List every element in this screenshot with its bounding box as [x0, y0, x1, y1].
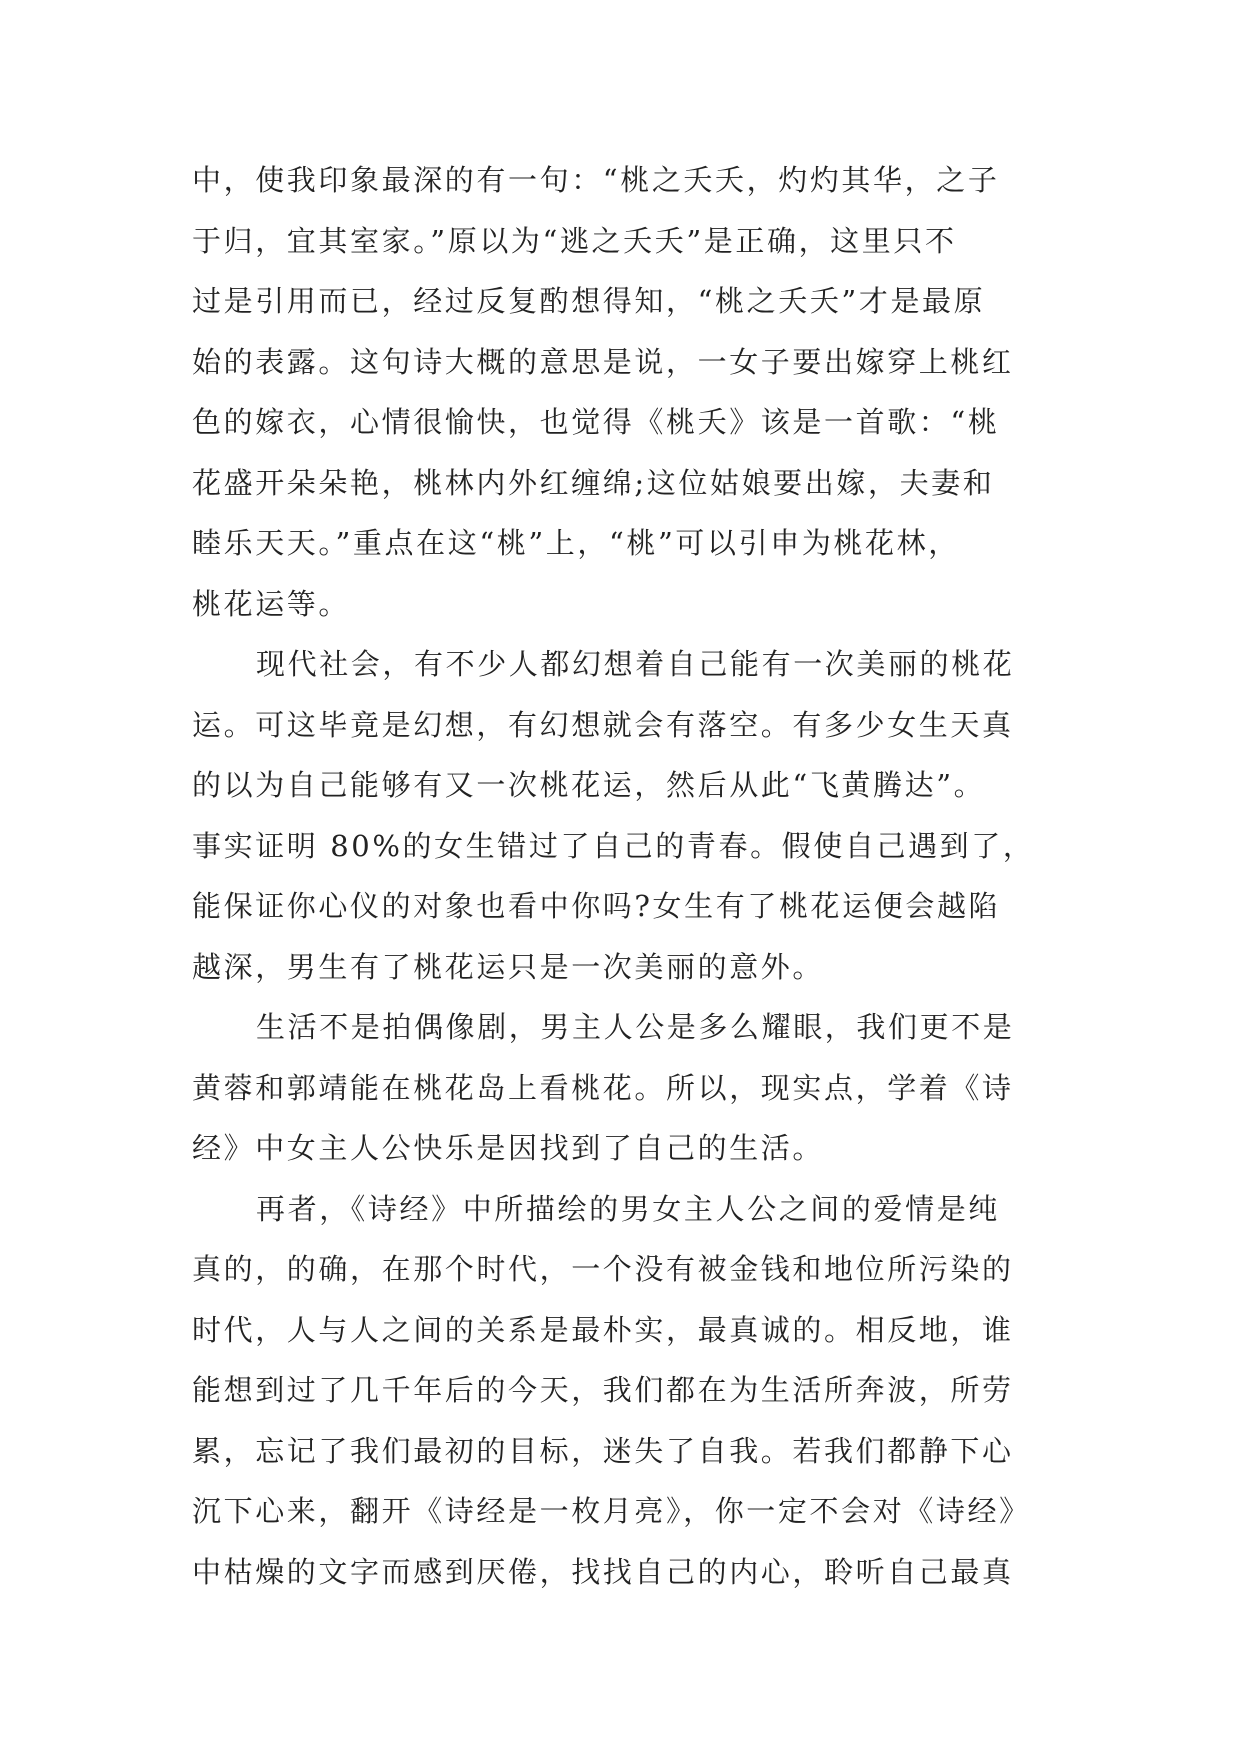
- text-line: 累，忘记了我们最初的目标，迷失了自我。若我们都静下心: [192, 1433, 1014, 1468]
- text-line: 沉下心来，翻开《诗经是一枚月亮》，你一定不会对《诗经》: [192, 1494, 1031, 1528]
- text-line: 生活不是拍偶像剧，男主人公是多么耀眼，我们更不是: [256, 1010, 1015, 1044]
- text-line: 于归，宜其室家。”原以为“逃之夭夭”是正确，这里只不: [192, 223, 957, 258]
- text-line: 桃花运等。: [192, 586, 351, 621]
- text-line: 事实证明 80%的女生错过了自己的青春。假使自己遇到了，: [192, 828, 1035, 863]
- text-line: 色的嫁衣，心情很愉快，也觉得《桃夭》该是一首歌：“桃: [192, 405, 1000, 439]
- text-line: 现代社会，有不少人都幻想着自己能有一次美丽的桃花: [256, 647, 1015, 681]
- text-line: 黄蓉和郭靖能在桃花岛上看桃花。所以，现实点，学着《诗: [192, 1070, 1014, 1105]
- text-line: 的以为自己能够有又一次桃花运，然后从此“飞黄腾达”。: [192, 768, 986, 802]
- paragraph: [192, 997, 1052, 1179]
- paragraph: [192, 634, 1052, 997]
- text-line: 运。可这毕竟是幻想，有幻想就会有落空。有多少女生天真: [192, 707, 1014, 742]
- text-line: 真的，的确，在那个时代，一个没有被金钱和地位所污染的: [192, 1252, 1014, 1286]
- text-line: 能保证你心仪的对象也看中你吗?女生有了桃花运便会越陷: [192, 889, 1001, 923]
- body-text: [192, 150, 1052, 1602]
- text-line: 时代，人与人之间的关系是最朴实，最真诚的。相反地，谁: [192, 1312, 1014, 1347]
- text-line: 过是引用而已，经过反复酌想得知，“桃之夭夭”才是最原: [192, 284, 986, 318]
- text-line: 花盛开朵朵艳，桃林内外红缠绵;这位姑娘要出嫁，夫妻和: [192, 465, 995, 500]
- text-line: 再者，《诗经》中所描绘的男女主人公之间的爱情是纯: [256, 1191, 1000, 1226]
- text-line: 越深，男生有了桃花运只是一次美丽的意外。: [192, 949, 825, 984]
- text-line: 能想到过了几千年后的今天，我们都在为生活所奔波，所劳: [192, 1373, 1014, 1407]
- text-line: 经》中女主人公快乐是因找到了自己的生活。: [192, 1131, 825, 1165]
- text-line: 中，使我印象最深的有一句：“桃之夭夭，灼灼其华，之子: [192, 163, 1000, 197]
- paragraph: [192, 1179, 1052, 1603]
- text-line: 睦乐天天。”重点在这“桃”上，“桃”可以引申为桃花林，: [192, 526, 960, 560]
- text-line: 始的表露。这句诗大概的意思是说，一女子要出嫁穿上桃红: [192, 344, 1014, 379]
- paragraph: [192, 150, 1052, 634]
- text-line: 中枯燥的文字而感到厌倦，找找自己的内心，聆听自己最真: [192, 1554, 1014, 1589]
